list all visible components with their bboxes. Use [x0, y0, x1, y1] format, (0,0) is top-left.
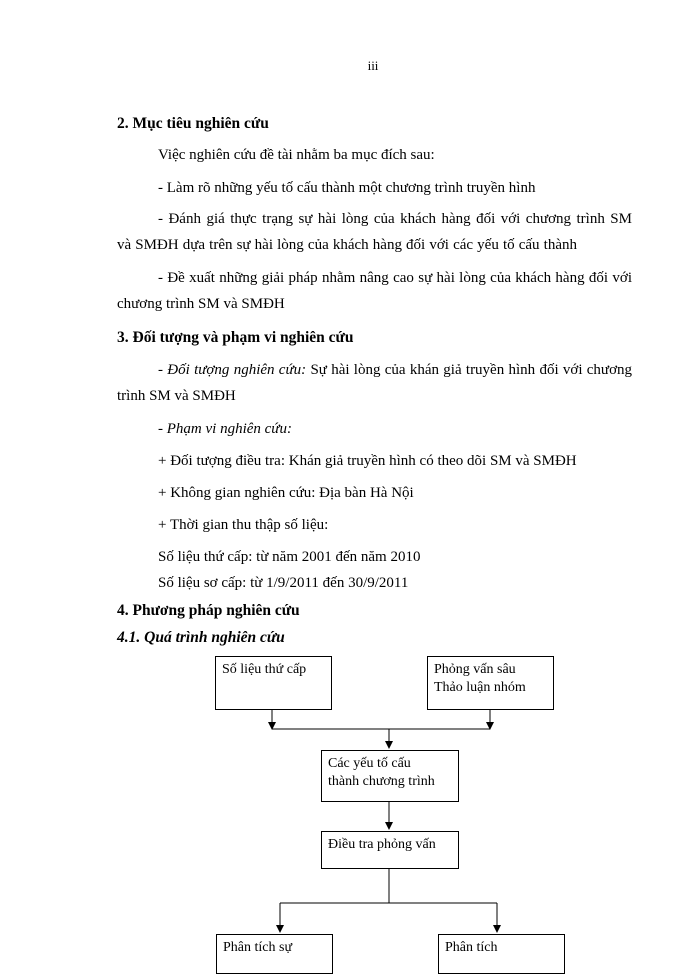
section-3-primary-data: Số liệu sơ cấp: từ 1/9/2011 đến 30/9/2011 — [158, 575, 409, 591]
object-prefix: - — [158, 362, 168, 378]
section-3-object-line-2: trình SM và SMĐH — [117, 388, 236, 404]
box-components-line-2: thành chương trình — [328, 774, 435, 789]
box-secondary-data — [215, 656, 332, 710]
section-3-secondary-data: Số liệu thứ cấp: từ năm 2001 đến năm 2010 — [158, 549, 421, 565]
section-3-heading: 3. Đối tượng và phạm vi nghiên cứu — [117, 329, 354, 346]
box-analysis-right-line-1: Phân tích — [445, 940, 498, 955]
box-secondary-data-line-1: Số liệu thứ cấp — [222, 662, 307, 677]
section-3-scope-3: + Thời gian thu thập số liệu: — [158, 517, 329, 533]
page-number: iii — [367, 58, 379, 73]
section-2-item-3-line-2: chương trình SM và SMĐH — [117, 296, 285, 312]
box-analysis-left — [216, 934, 333, 974]
box-interview-line-1: Phỏng vấn sâu — [434, 662, 516, 677]
box-analysis-left-line-1: Phân tích sự — [223, 940, 293, 955]
section-3-scope-2: + Không gian nghiên cứu: Địa bàn Hà Nội — [158, 485, 414, 501]
section-3-scope-label: - Phạm vi nghiên cứu: — [158, 421, 292, 437]
box-components — [321, 750, 459, 802]
box-survey — [321, 831, 459, 869]
section-4-heading: 4. Phương pháp nghiên cứu — [117, 602, 300, 619]
section-2-item-2-line-1: - Đánh giá thực trạng sự hài lòng của khách hàng đối với chương trình SM — [158, 211, 632, 227]
box-survey-line-1: Điều tra phỏng vấn — [328, 837, 436, 852]
section-2-item-2-line-2: và SMĐH dựa trên sự hài lòng của khách hàng đối với các yếu tố cấu thành — [117, 237, 577, 253]
section-2-intro: Việc nghiên cứu đề tài nhằm ba mục đích sau: — [158, 147, 435, 163]
object-label: Đối tượng nghiên cứu: — [167, 362, 307, 378]
object-text: Sự hài lòng của khán giả truyền hình đối với chương — [306, 362, 632, 378]
section-3-scope-1: + Đối tượng điều tra: Khán giả truyền hình có theo dõi SM và SMĐH — [158, 453, 577, 469]
section-4-1-subheading: 4.1. Quá trình nghiên cứu — [117, 629, 285, 646]
section-2-item-1: - Làm rõ những yếu tố cấu thành một chương trình truyền hình — [158, 180, 536, 196]
box-components-line-1: Các yếu tố cấu — [328, 756, 411, 771]
section-2-item-3-line-1: - Đề xuất những giải pháp nhằm nâng cao sự hài lòng của khách hàng đối với — [158, 270, 632, 286]
box-analysis-right — [438, 934, 565, 974]
section-2-heading: 2. Mục tiêu nghiên cứu — [117, 115, 269, 132]
box-interview-line-2: Thảo luận nhóm — [434, 680, 526, 695]
box-interview — [427, 656, 554, 710]
